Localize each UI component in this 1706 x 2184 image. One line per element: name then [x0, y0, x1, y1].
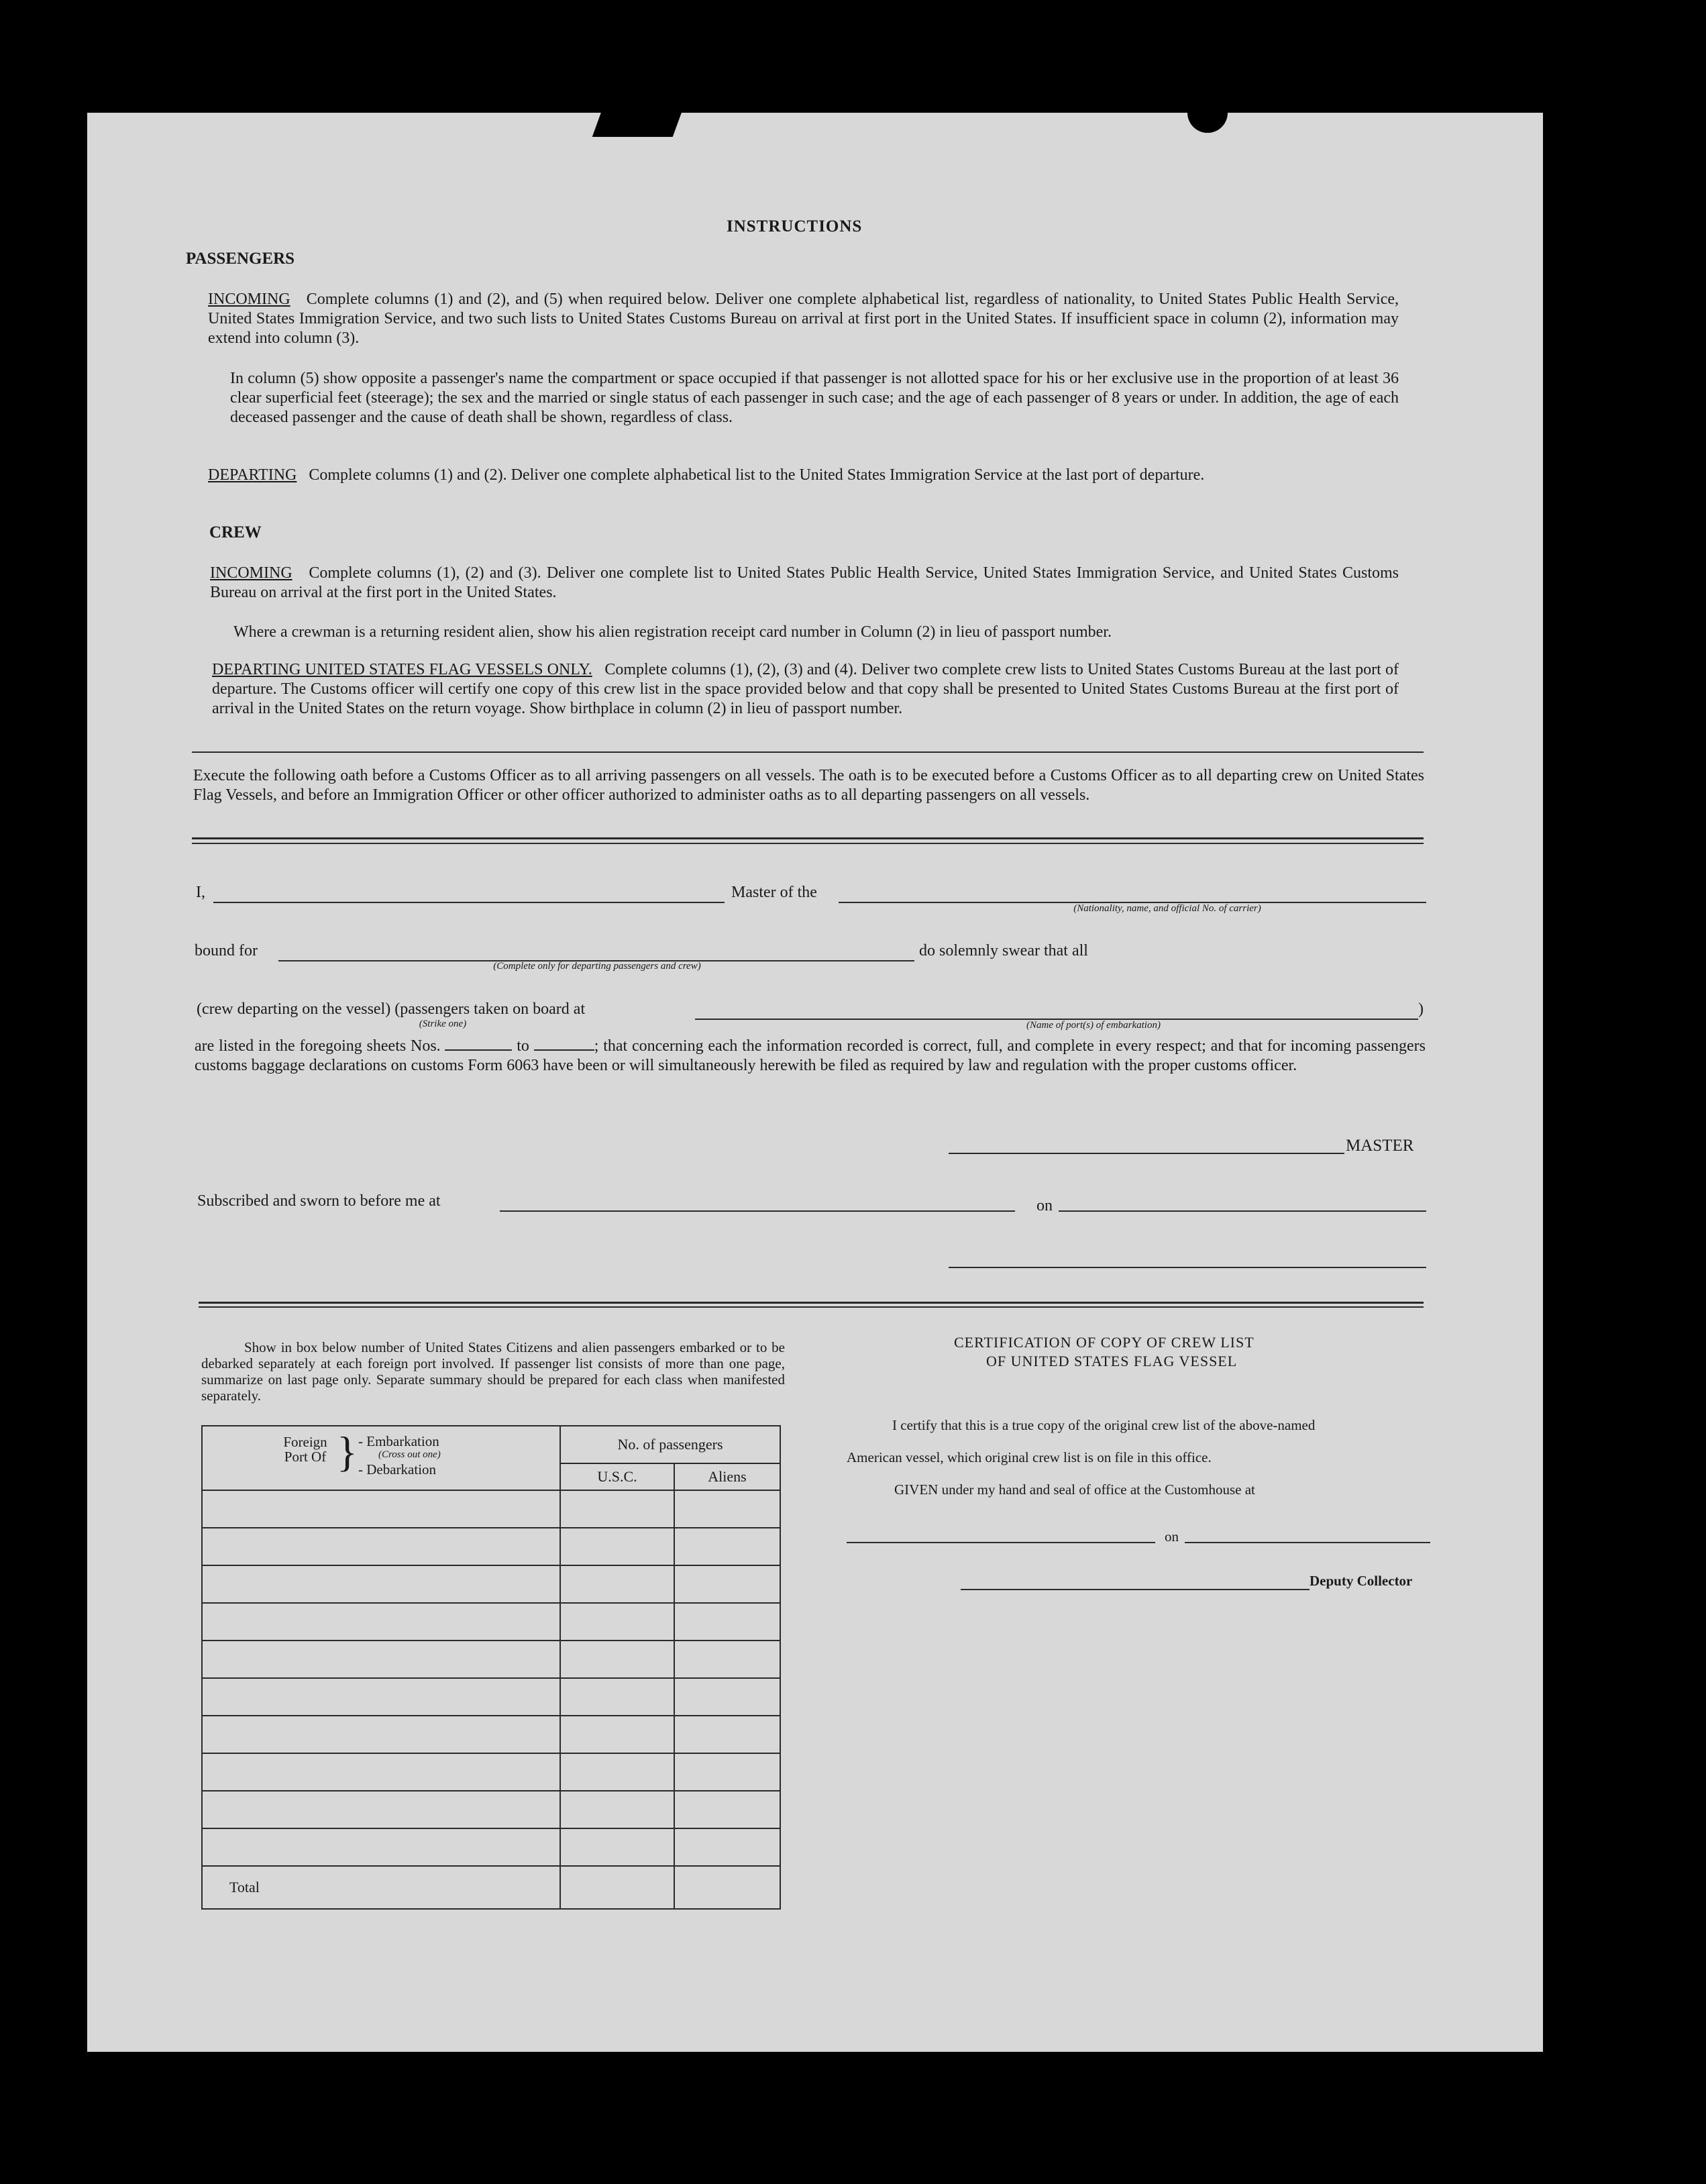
deputy-collector-label: Deputy Collector	[1310, 1573, 1413, 1589]
ports-note: (Name of port(s) of embarkation)	[1026, 1020, 1161, 1031]
listed-text-b: ; that concerning each the information recorded is correct, full, and complete in every respect; and that for incoming passengers customs baggage declarations on customs Form 6063 have been or will simultaneously herewith be filed as required by law and regulation with the proper customs officer.	[195, 1037, 1426, 1074]
passenger-summary-table	[201, 1425, 781, 1910]
table-row[interactable]	[202, 1641, 780, 1678]
passengers-departing-text: Complete columns (1) and (2). Deliver one complete alphabetical list to the United States Immigration Service at the last port of departure.	[309, 466, 1205, 484]
master-signature-line[interactable]	[949, 1153, 1344, 1154]
listed-to: to	[517, 1037, 529, 1055]
sheet-from-line[interactable]	[445, 1049, 512, 1051]
master-of-the-label: Master of the	[731, 884, 817, 901]
passengers-column5: In column (5) show opposite a passenger's name the compartment or space occupied if that passenger is not allotted space for his or her exclusive use in the proportion of at least 36 clear superficial feet (steerage); the sex and the married or single status of each passenger in such case; and the age of each passenger of 8 years or under. In addition, the age of each deceased passenger and the cause of death shall be shown, regardless of class.	[230, 370, 1399, 426]
subscribed-on: on	[1036, 1197, 1053, 1214]
passengers-incoming-text: Complete columns (1) and (2), and (5) when required below. Deliver one complete alphabetical list, regardless of nationality, to United States Public Health Service, United States Immigration Service, and two such lists to United States Customs Bureau on arrival at first port in the United States. If insufficient space in column (2), information may extend into column (3).	[208, 291, 1399, 347]
certification-line-1: I certify that this is a true copy of the original crew list of the above-named	[892, 1417, 1316, 1433]
table-row[interactable]	[202, 1565, 780, 1603]
master-label: MASTER	[1346, 1137, 1414, 1155]
sworn-place-line[interactable]	[500, 1210, 1015, 1212]
passengers-incoming	[208, 290, 1399, 348]
usc-header: U.S.C.	[560, 1463, 674, 1490]
listed-paragraph	[195, 1037, 1426, 1076]
certification-title-2: OF UNITED STATES FLAG VESSEL	[986, 1353, 1238, 1369]
crew-departing-label-oath: (crew departing on the vessel) (passengers taken on board at	[197, 1000, 586, 1018]
bound-for-label: bound for	[195, 942, 258, 959]
torn-edge-left	[592, 110, 683, 137]
table-row[interactable]	[202, 1528, 780, 1565]
summary-intro: Show in box below number of United States Citizens and alien passengers embarked or to be debarked separately at each foreign port involved. If passenger list consists of more than one page, summarize on last page only. Separate summary should be prepared for each class when manifested separately.	[201, 1339, 785, 1404]
divider	[192, 837, 1424, 839]
oath-intro: Execute the following oath before a Customs Officer as to all arriving passengers on all vessels. The oath is to be executed before a Customs Officer as to all departing crew on United States Flag Vessels, and before an Immigration Officer or other officer authorized to administer oaths as to all departing passengers on all vessels.	[193, 767, 1424, 804]
crew-incoming-label: INCOMING	[210, 564, 292, 582]
table-row[interactable]	[202, 1716, 780, 1753]
subscribed-label: Subscribed and sworn to before me at	[197, 1192, 441, 1210]
swear-label: do solemnly swear that all	[919, 942, 1088, 959]
crew-incoming-text: Complete columns (1), (2) and (3). Deliver one complete list to United States Public Health Service, United States Immigration Service, and United States Customs Bureau on arrival at the first port in the United States.	[210, 564, 1399, 601]
passengers-departing-label: DEPARTING	[208, 466, 297, 484]
passengers-incoming-label: INCOMING	[208, 291, 290, 308]
aliens-header: Aliens	[674, 1463, 780, 1490]
strike-one-note: (Strike one)	[419, 1019, 467, 1029]
crew-incoming	[210, 564, 1399, 603]
certification-line-2: American vessel, which original crew list is on file in this office.	[847, 1449, 1212, 1465]
certification-date-line[interactable]	[1185, 1542, 1430, 1543]
bound-note: (Complete only for departing passengers and crew)	[493, 961, 701, 972]
foreign-port-header	[202, 1426, 560, 1490]
listed-text-a: are listed in the foregoing sheets Nos.	[195, 1037, 441, 1055]
divider	[199, 1306, 1424, 1308]
total-row[interactable]	[202, 1866, 780, 1909]
master-name-line[interactable]	[213, 902, 725, 903]
passengers-departing	[208, 466, 1399, 485]
torn-edge-right	[1187, 110, 1228, 133]
officer-signature-line[interactable]	[949, 1267, 1426, 1268]
crew-departing-text: Complete columns (1), (2), (3) and (4). Deliver two complete crew lists to United States Customs Bureau at the last port of departure. The Customs officer will certify one copy of this crew list in the space provided below and that copy shall be presented to United States Customs Bureau at the first port of arrival in the United States on the return voyage. Show birthplace in column (2) in lieu of passport number.	[212, 661, 1399, 717]
table-row[interactable]	[202, 1828, 780, 1866]
brace-icon: }	[337, 1428, 358, 1475]
certification-line-3: GIVEN under my hand and seal of office at the Customhouse at	[894, 1481, 1255, 1498]
no-of-passengers-header: No. of passengers	[560, 1426, 780, 1463]
foreign-port-of: Foreign Port Of	[283, 1434, 327, 1465]
sheet-to-line[interactable]	[534, 1049, 594, 1051]
crew-departing	[212, 660, 1399, 719]
embarkation-label: - Embarkation	[358, 1433, 439, 1449]
sworn-date-line[interactable]	[1059, 1210, 1426, 1212]
crew-departing-label: DEPARTING UNITED STATES FLAG VESSELS ONLY.	[212, 661, 592, 678]
divider	[192, 843, 1424, 844]
passengers-heading: PASSENGERS	[186, 250, 295, 268]
table-row[interactable]	[202, 1603, 780, 1641]
customhouse-line[interactable]	[847, 1542, 1155, 1543]
table-row[interactable]	[202, 1678, 780, 1716]
deputy-signature-line[interactable]	[961, 1589, 1310, 1590]
cross-out-note: (Cross out one)	[378, 1449, 441, 1460]
divider	[192, 751, 1424, 753]
close-paren: )	[1418, 1000, 1424, 1018]
total-label: Total	[202, 1866, 560, 1909]
crew-resident: Where a crewman is a returning resident alien, show his alien registration receipt card number in Column (2) in lieu of passport number.	[233, 623, 1112, 641]
certification-title-1: CERTIFICATION OF COPY OF CREW LIST	[954, 1334, 1255, 1351]
crew-heading: CREW	[209, 523, 262, 541]
table-row[interactable]	[202, 1753, 780, 1791]
oath-i: I,	[196, 884, 205, 901]
page-title: INSTRUCTIONS	[727, 217, 863, 236]
table-row[interactable]	[202, 1490, 780, 1528]
table-row[interactable]	[202, 1791, 780, 1828]
nationality-note: (Nationality, name, and official No. of carrier)	[1073, 903, 1261, 914]
divider	[199, 1302, 1424, 1304]
certification-on: on	[1165, 1528, 1179, 1545]
debarkation-label: - Debarkation	[358, 1461, 437, 1477]
